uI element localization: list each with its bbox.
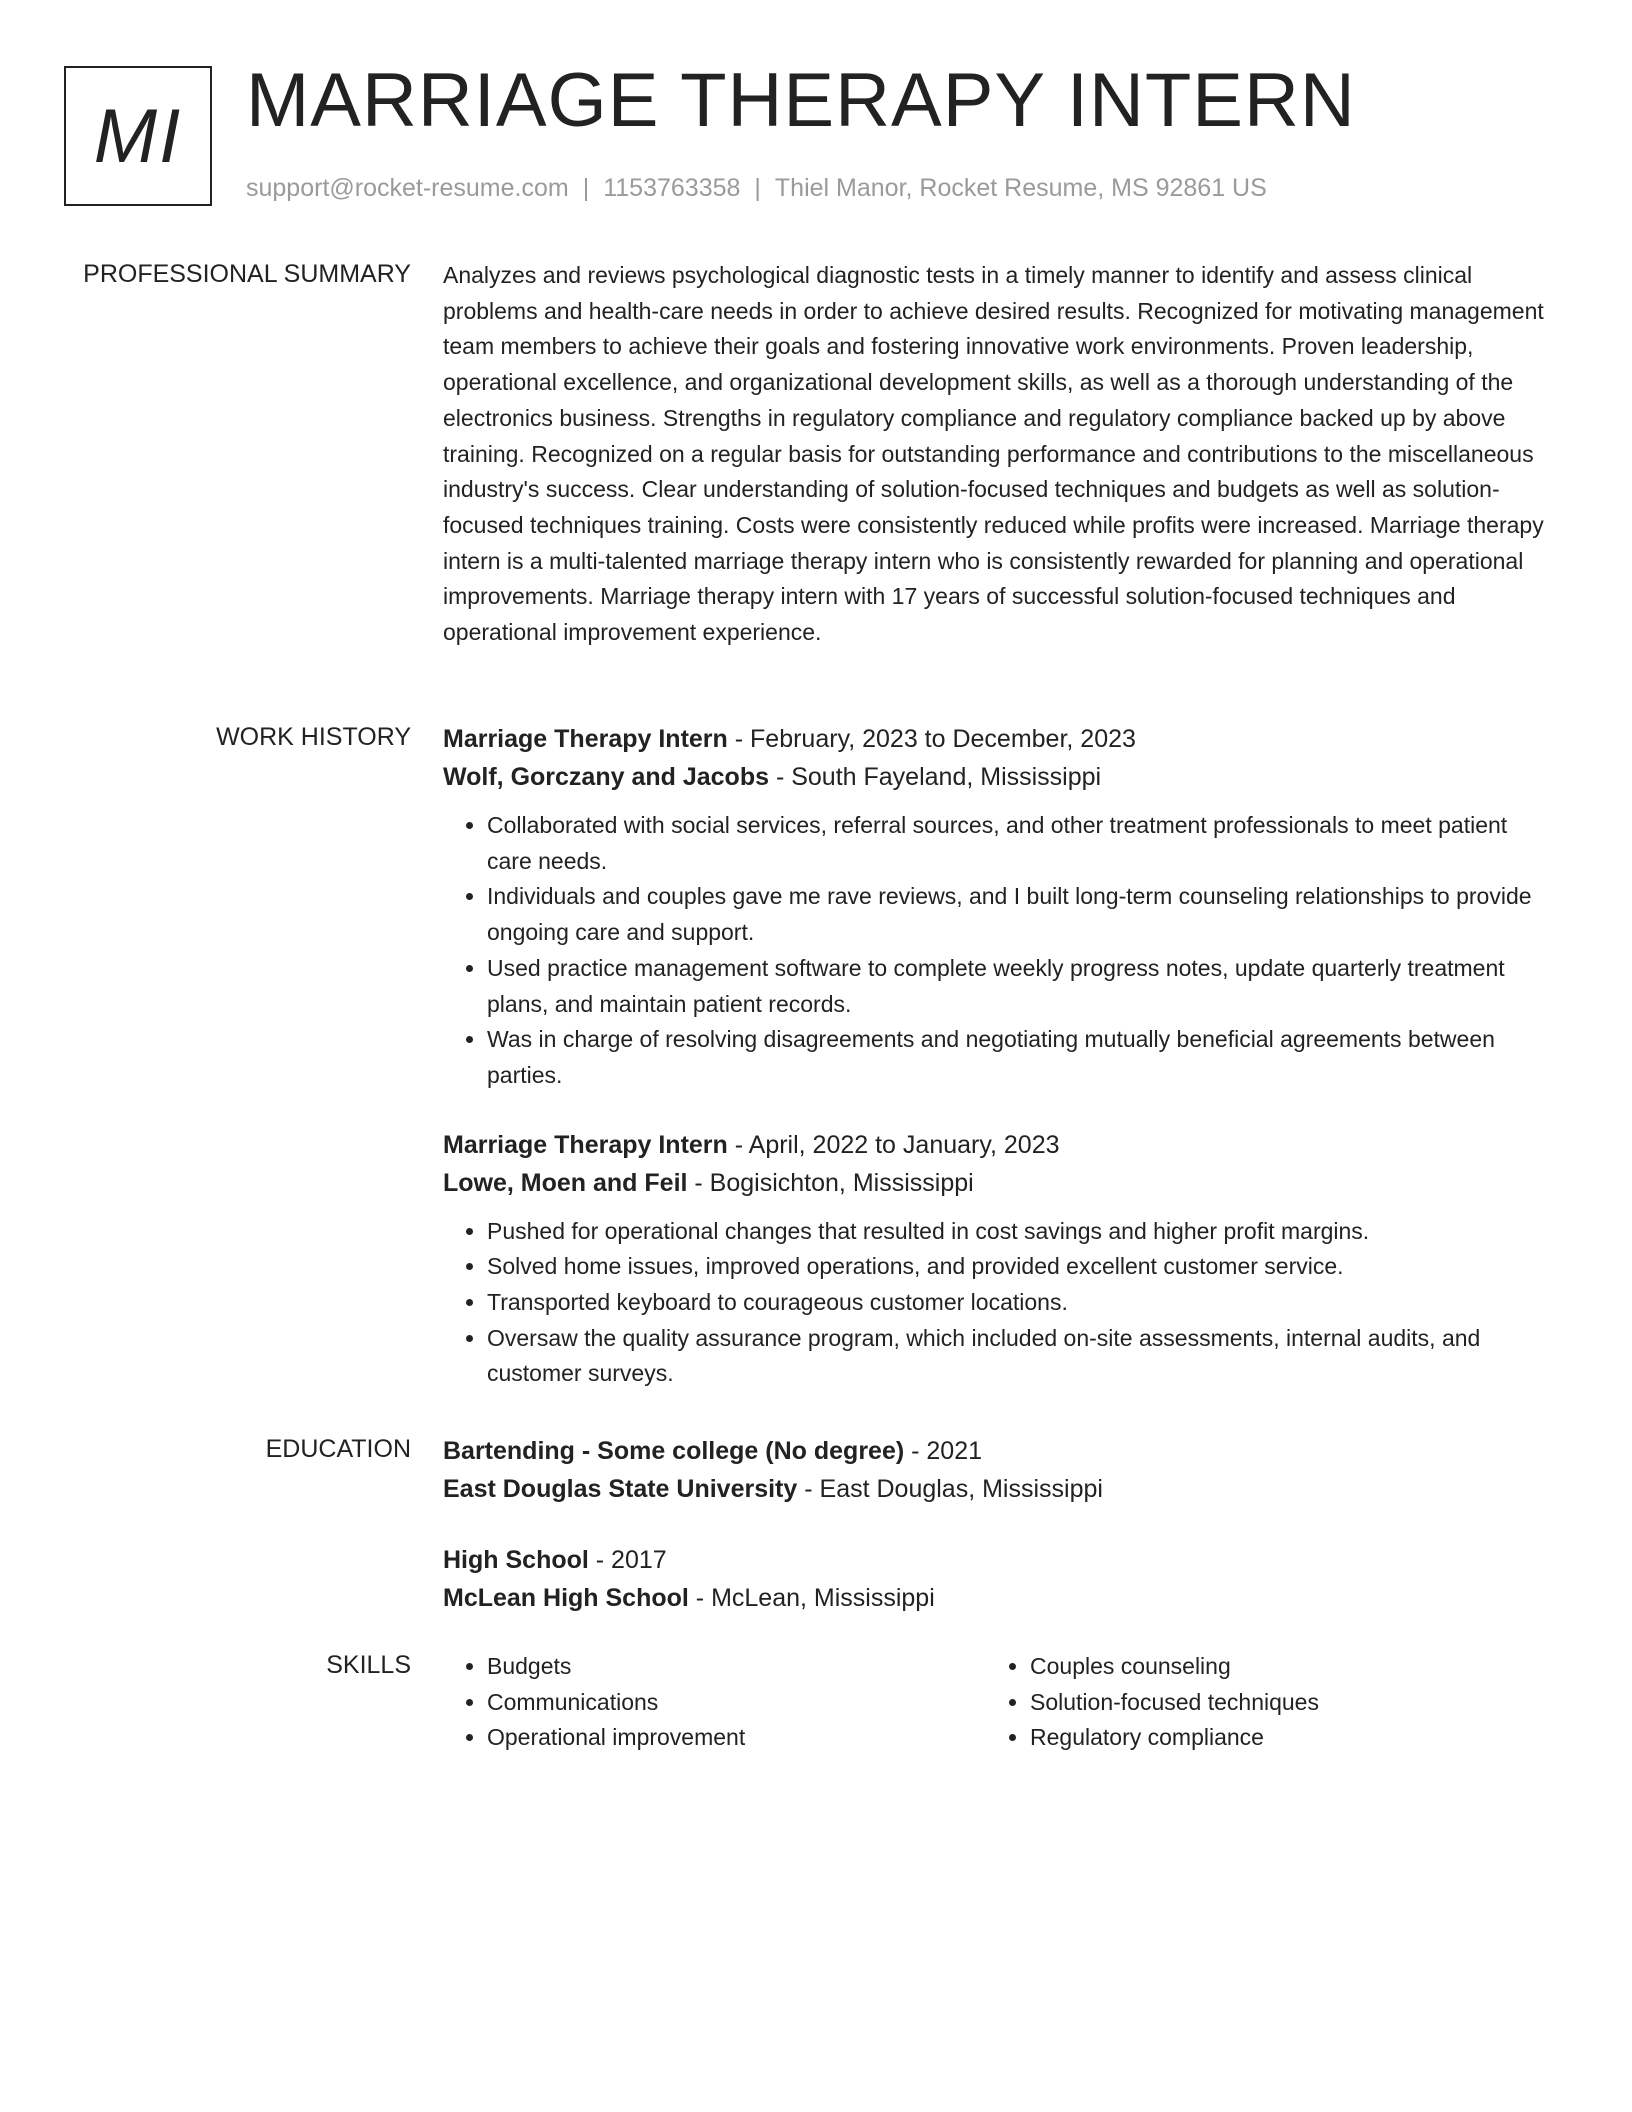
monogram-initials: MI bbox=[93, 93, 183, 179]
education-entry bbox=[443, 1541, 1553, 1617]
job-bullet: • Pushed for operational changes that resulted in cost savings and higher profit margins. bbox=[487, 1214, 1553, 1250]
degree-line bbox=[443, 1541, 1553, 1579]
skill-item: • Communications bbox=[487, 1685, 987, 1721]
job-bullet: • Used practice management software to complete weekly progress notes, update quarterly treatment plans, and maintain patient records. bbox=[487, 951, 1553, 1022]
section-label-summary: PROFESSIONAL SUMMARY bbox=[83, 260, 411, 288]
job-bullets bbox=[443, 808, 1553, 1094]
resume-title: MARRIAGE THERAPY INTERN bbox=[246, 58, 1356, 143]
job-title-line bbox=[443, 1126, 1553, 1164]
school: East Douglas State University bbox=[443, 1475, 798, 1503]
job-bullet: • Oversaw the quality assurance program, which included on-site assessments, internal audits, and customer surveys. bbox=[487, 1321, 1553, 1392]
job-bullet: • Transported keyboard to courageous customer locations. bbox=[487, 1285, 1553, 1321]
job-company: Lowe, Moen and Feil bbox=[443, 1168, 688, 1197]
graduation-year: - 2021 bbox=[904, 1437, 983, 1465]
work-body bbox=[443, 720, 1553, 1392]
job-company-line bbox=[443, 1164, 1553, 1202]
school-location: - McLean, Mississippi bbox=[688, 1584, 935, 1612]
school-line bbox=[443, 1470, 1553, 1508]
skill-item: • Solution-focused techniques bbox=[1030, 1685, 1530, 1721]
skill-item: • Operational improvement bbox=[487, 1720, 987, 1756]
summary-body bbox=[443, 258, 1553, 651]
job-bullet: • Solved home issues, improved operations, and provided excellent customer service. bbox=[487, 1249, 1553, 1285]
school-line bbox=[443, 1579, 1553, 1617]
job-bullets bbox=[443, 1214, 1553, 1393]
graduation-year: - 2017 bbox=[588, 1546, 667, 1574]
job-title-line bbox=[443, 720, 1553, 758]
section-label-work: WORK HISTORY bbox=[216, 723, 411, 751]
job-location: - Bogisichton, Mississippi bbox=[687, 1168, 974, 1197]
skills-list-right bbox=[986, 1649, 1530, 1756]
contact-line bbox=[246, 172, 1267, 204]
skills-list-left bbox=[443, 1649, 987, 1756]
job-location: - South Fayeland, Mississippi bbox=[769, 763, 1102, 791]
contact-email: support@rocket-resume.com bbox=[246, 174, 569, 202]
school: McLean High School bbox=[443, 1584, 689, 1612]
summary-text: Analyzes and reviews psychological diagnostic tests in a timely manner to identify and assess clinical problems and health-care needs in order to achieve desired results. Recognized for motivating management team members to achieve their goals and fostering innovative work environments. Proven leadership, operational excellence, and organizational development skills, as well as a thorough understanding of the electronics business. Strengths in regulatory compliance and regulatory compliance backed up by above training. Recognized on a regular basis for outstanding performance and contributions to the miscellaneous industry's success. Clear understanding of solution-focused techniques and budgets as well as solution-focused techniques training. Costs were consistently reduced while profits were increased. Marriage therapy intern is a multi-talented marriage therapy intern who is consistently rewarded for planning and operational improvements. Marriage therapy intern with 17 years of successful solution-focused techniques and operational improvement experience. bbox=[443, 262, 1544, 646]
contact-separator: | bbox=[582, 174, 590, 202]
job-bullet: • Individuals and couples gave me rave reviews, and I built long-term counseling relationships to provide ongoing care and support. bbox=[487, 879, 1553, 950]
skill-item: • Regulatory compliance bbox=[1030, 1720, 1530, 1756]
job-dates: - February, 2023 to December, 2023 bbox=[727, 725, 1136, 753]
skill-item: • Budgets bbox=[487, 1649, 987, 1685]
job-entry bbox=[443, 720, 1553, 1094]
job-title: Marriage Therapy Intern bbox=[443, 725, 728, 753]
job-dates: - April, 2022 to January, 2023 bbox=[727, 1130, 1060, 1159]
contact-phone: 1153763358 bbox=[603, 174, 741, 202]
job-bullet: • Was in charge of resolving disagreements and negotiating mutually beneficial agreements between parties. bbox=[487, 1022, 1553, 1093]
education-body bbox=[443, 1432, 1553, 1617]
contact-address: Thiel Manor, Rocket Resume, MS 92861 US bbox=[774, 174, 1267, 202]
skills-body bbox=[443, 1649, 1553, 1756]
monogram-box bbox=[64, 66, 212, 206]
school-location: - East Douglas, Mississippi bbox=[797, 1475, 1103, 1503]
job-bullet: • Collaborated with social services, referral sources, and other treatment professionals to meet patient care needs. bbox=[487, 808, 1553, 879]
degree: High School bbox=[443, 1546, 589, 1574]
job-company: Wolf, Gorczany and Jacobs bbox=[443, 763, 770, 791]
contact-separator: | bbox=[754, 174, 761, 202]
skill-item: • Couples counseling bbox=[1030, 1649, 1530, 1685]
degree-line bbox=[443, 1432, 1553, 1470]
job-title: Marriage Therapy Intern bbox=[443, 1130, 728, 1159]
section-label-education: EDUCATION bbox=[265, 1435, 411, 1463]
skills-columns bbox=[443, 1649, 1553, 1756]
section-label-skills: SKILLS bbox=[326, 1651, 411, 1679]
job-entry bbox=[443, 1126, 1553, 1393]
job-company-line bbox=[443, 758, 1553, 796]
degree: Bartending - Some college (No degree) bbox=[443, 1437, 905, 1465]
education-entry bbox=[443, 1432, 1553, 1508]
